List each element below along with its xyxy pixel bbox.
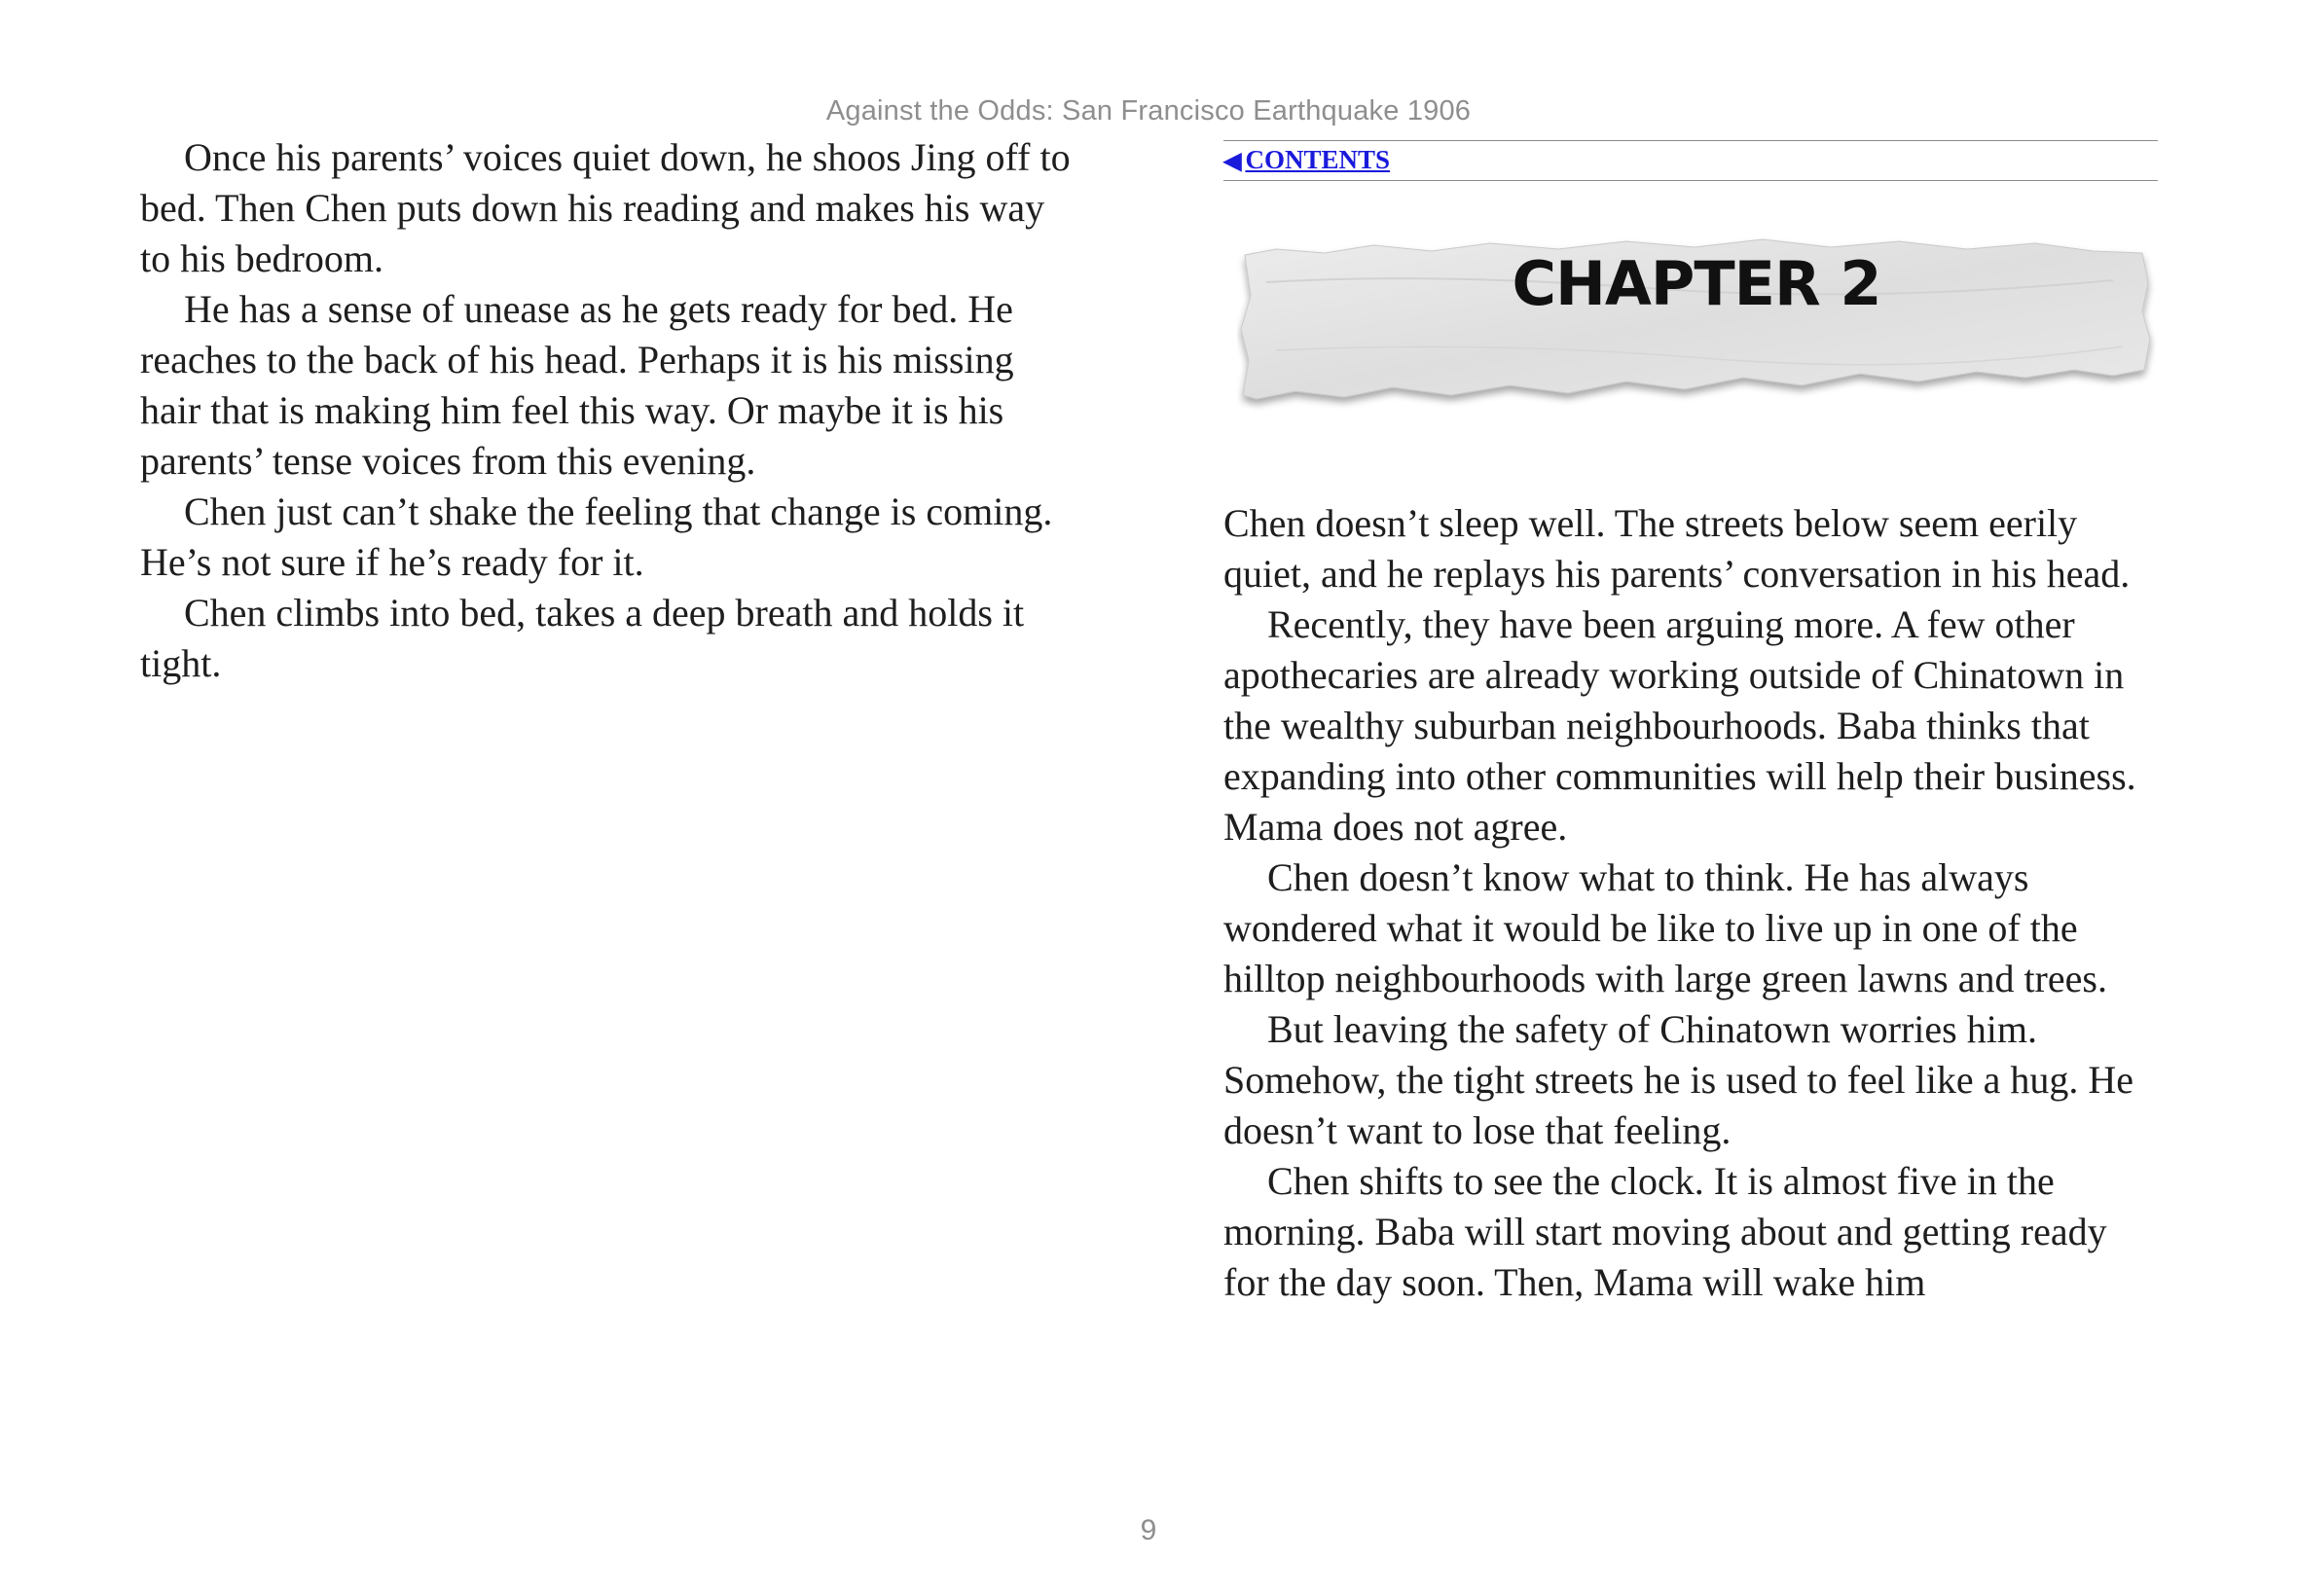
book-title: Against the Odds: San Francisco Earthquake 1906 <box>825 95 1472 127</box>
right-page <box>1223 132 2158 1308</box>
right-paragraph-2: Recently, they have been arguing more. A few other apothecaries are already working outside of Chinatown in the wealthy suburban neighbourhoods. Baba thinks that expanding into other communities will help their business. Mama does not agree. <box>1223 602 2136 849</box>
left-paragraph-1: Once his parents’ voices quiet down, he shoos Jing off to bed. Then Chen puts down his reading and makes his way to his bedroom. <box>140 135 1071 280</box>
left-paragraph-2: He has a sense of unease as he gets ready for bed. He reaches to the back of his head. Perhaps it is his missing hair that is making him feel this way. Or maybe it is his parents’ tense voices from this evening. <box>140 287 1014 483</box>
left-triangle-icon: ◀ <box>1223 149 1242 174</box>
right-page-text <box>1223 498 2158 1308</box>
right-paragraph-3: Chen doesn’t know what to think. He has always wondered what it would be like to live up in one of the hilltop neighbourhoods with large green lawns and trees. <box>1223 855 2107 1000</box>
chapter-title: CHAPTER 2 <box>1512 248 1881 319</box>
left-paragraph-4: Chen climbs into bed, takes a deep breath and holds it tight. <box>140 591 1025 685</box>
page-number: 9 <box>1140 1514 1157 1546</box>
contents-link-label: CONTENTS <box>1245 145 1391 174</box>
right-paragraph-5: Chen shifts to see the clock. It is almost five in the morning. Baba will start moving about and getting ready for the day soon. Then, Mama will wake him <box>1223 1159 2107 1304</box>
contents-link[interactable] <box>1223 144 1390 177</box>
right-paragraph-4: But leaving the safety of Chinatown worries him. Somehow, the tight streets he is used to feel like a hug. He doesn’t want to lose that feeling. <box>1223 1007 2133 1152</box>
left-paragraph-3: Chen just can’t shake the feeling that change is coming. He’s not sure if he’s ready for it. <box>140 490 1053 584</box>
chapter-banner <box>1237 224 2156 415</box>
contents-bar <box>1223 140 2158 181</box>
left-page-text <box>140 132 1075 689</box>
right-paragraph-1: Chen doesn’t sleep well. The streets below seem eerily quiet, and he replays his parents’ conversation in his head. <box>1223 501 2131 596</box>
